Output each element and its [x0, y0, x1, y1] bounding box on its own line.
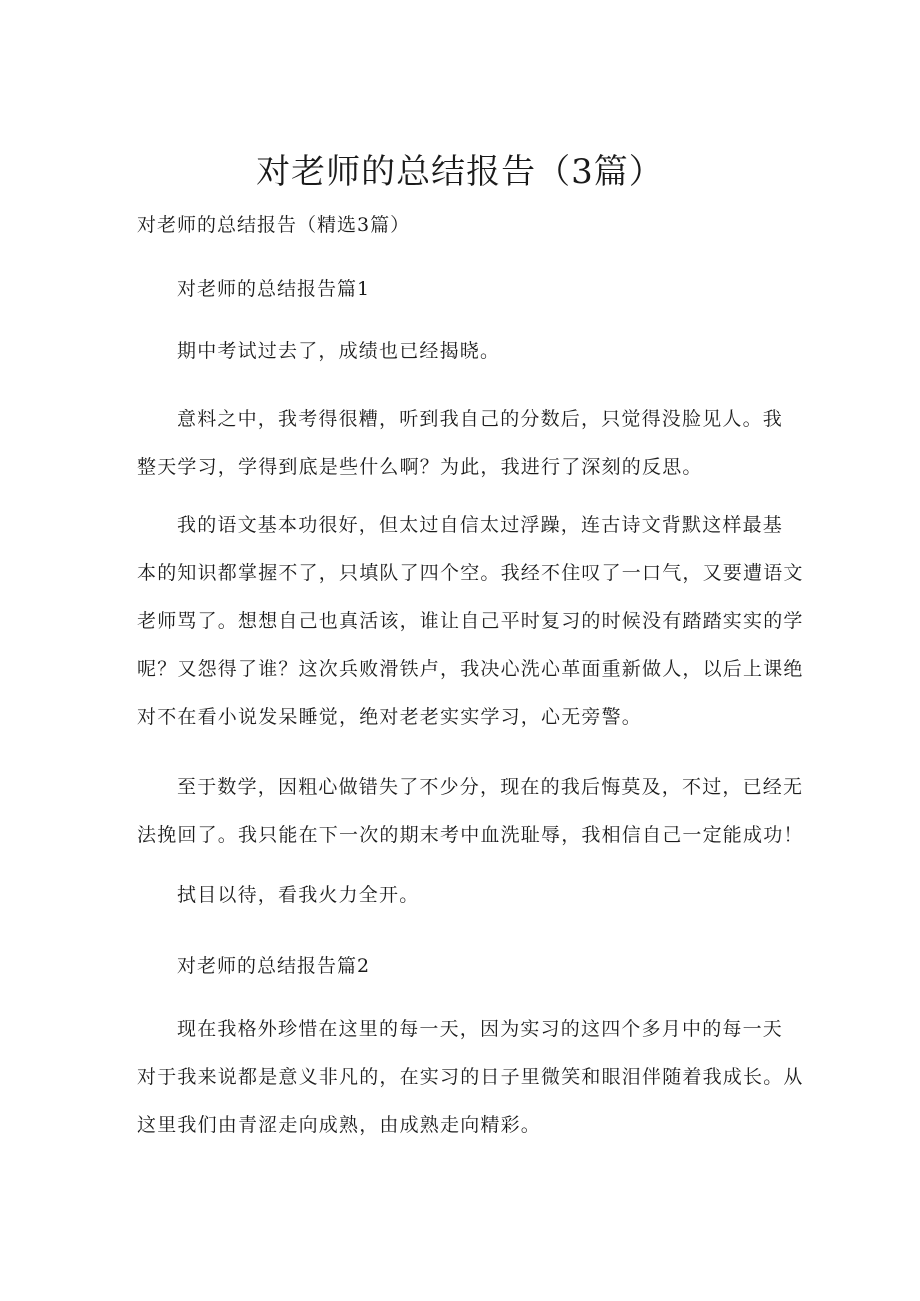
paragraph-line: 拭目以待，看我火力全开。 [177, 884, 420, 906]
paragraph-line: 本的知识都掌握不了，只填队了四个空。我经不住叹了一口气，又要遭语文 [137, 562, 804, 584]
paragraph-line: 法挽回了。我只能在下一次的期末考中血洗耻辱，我相信自己一定能成功！ [137, 824, 804, 846]
section2-heading: 对老师的总结报告篇2 [177, 955, 371, 977]
paragraph-line: 这里我们由青涩走向成熟，由成熟走向精彩。 [137, 1114, 542, 1136]
paragraph-line: 呢？又怨得了谁？这次兵败滑铁卢，我决心洗心革面重新做人，以后上课绝 [137, 658, 804, 680]
section1-heading: 对老师的总结报告篇1 [177, 278, 371, 300]
section2-paragraph-1 [137, 1005, 804, 1149]
paragraph-line: 老师骂了。想想自己也真活该，谁让自己平时复习的时候没有踏踏实实的学 [137, 610, 804, 632]
paragraph-line: 期中考试过去了，成绩也已经揭晓。 [177, 340, 501, 362]
paragraph-line: 现在我格外珍惜在这里的每一天，因为实习的这四个多月中的每一天 [177, 1018, 784, 1040]
section1-paragraph-5 [177, 871, 797, 919]
paragraph-line: 我的语文基本功很好，但太过自信太过浮躁，连古诗文背默这样最基 [177, 514, 784, 536]
section1-paragraph-4 [137, 763, 804, 859]
paragraph-line: 对于我来说都是意义非凡的，在实习的日子里微笑和眼泪伴随着我成长。从 [137, 1066, 804, 1088]
section1-paragraph-1 [177, 327, 797, 375]
section1-paragraph-3 [137, 501, 804, 741]
section1-paragraph-2 [137, 395, 797, 491]
document-subtitle: 对老师的总结报告（精选3篇） [137, 214, 411, 236]
paragraph-line: 整天学习，学得到底是些什么啊？为此，我进行了深刻的反思。 [137, 456, 703, 478]
paragraph-line: 至于数学，因粗心做错失了不少分，现在的我后悔莫及，不过，已经无 [177, 776, 804, 798]
paragraph-line: 对不在看小说发呆睡觉，绝对老老实实学习，心无旁警。 [137, 706, 643, 728]
paragraph-line: 意料之中，我考得很糟，听到我自己的分数后，只觉得没脸见人。我 [177, 408, 784, 430]
document-title: 对老师的总结报告（3篇） [256, 152, 664, 192]
